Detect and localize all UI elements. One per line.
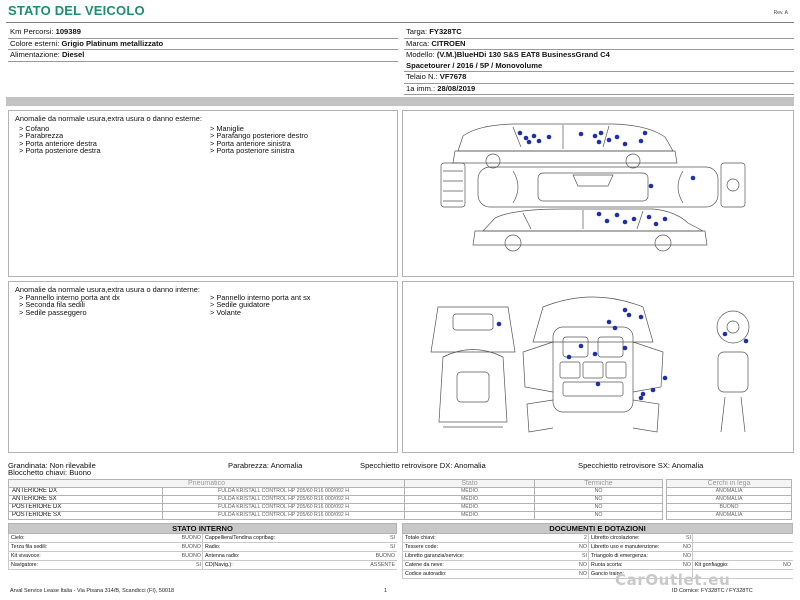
damage-marker: [723, 332, 728, 337]
km-row: Km Percorsi: 109389: [8, 27, 398, 39]
table-row: ANTERIORE DX FULDA KRISTALL CONTROL HP 205/60 R16 000/092 H MEDIO NO: [9, 488, 663, 496]
kv-label: Cappelliera/Tendina copribag:: [205, 535, 276, 541]
external-diagram-panel: [402, 110, 794, 277]
kv-cell: [202, 534, 397, 543]
list-item: > Porta anteriore sinistra: [210, 140, 308, 147]
kv-label: Cielo:: [11, 535, 25, 541]
kv-label: Gancio traino:: [591, 571, 624, 577]
blocchetto-text: Blocchetto chiavi: Buono: [8, 468, 92, 477]
internal-diagram-panel: [402, 281, 794, 453]
fuel-row: Alimentazione: Diesel: [8, 50, 398, 62]
damage-marker: [607, 320, 612, 325]
kv-cell: [8, 543, 203, 552]
section-separator-bar: [6, 97, 794, 106]
table-row: BUONO: [667, 504, 792, 512]
kv-label: Totale chiavi:: [405, 535, 436, 541]
list-item: > Pannello interno porta ant sx: [210, 294, 310, 301]
kv-label: Libretto uso e manutenzione:: [591, 544, 660, 550]
damage-marker: [623, 220, 628, 225]
list-item: > Parafango posteriore destro: [210, 132, 308, 139]
tyres-table: [8, 479, 663, 520]
damage-marker: [641, 392, 646, 397]
external-damage-title: Anomalie da normale usura,extra usura o danno esterne:: [15, 114, 202, 123]
list-item: > Porta anteriore destra: [19, 140, 101, 147]
brand-row: Marca: CITROEN: [404, 39, 794, 51]
kv-cell: [588, 561, 693, 570]
tyres-header-termiche: Termiche: [535, 480, 663, 488]
kv-value: SI: [685, 535, 691, 541]
list-item: > Cofano: [19, 125, 101, 132]
kv-label: Antenna radio:: [205, 553, 240, 559]
kv-cell: [8, 552, 203, 561]
damage-marker: [623, 142, 628, 147]
damage-marker: [663, 217, 668, 222]
damage-marker: [744, 339, 749, 344]
damage-marker: [532, 134, 537, 139]
kv-value: NO: [579, 571, 587, 577]
kv-value: NO: [683, 544, 691, 550]
vehicle-info-left: [8, 27, 398, 62]
kv-cell: [202, 543, 397, 552]
damage-marker: [605, 219, 610, 224]
damage-marker: [623, 308, 628, 313]
kv-label: Kit gonfiaggio:: [695, 562, 729, 568]
reg-date-row: 1a imm.: 28/08/2019: [404, 84, 794, 96]
list-item: > Porta posteriore destra: [19, 147, 101, 154]
model-value-cont: Spacetourer / 2016 / 5P / Monovolume: [406, 60, 543, 70]
list-item: > Pannello interno porta ant dx: [19, 294, 120, 301]
damage-marker: [627, 313, 632, 318]
footer-address: Arval Service Lease Italia - Via Pisana 314/B, Scandicci (FI), 50018: [10, 588, 175, 594]
kv-label: Radio:: [205, 544, 221, 550]
kv-value: NO: [579, 562, 587, 568]
model-row: Modello: (V.M.)BlueHDi 130 S&S EAT8 BusinessGrand C4: [406, 50, 610, 59]
kv-value: BUONO: [181, 544, 201, 550]
kv-label: Ruota scorta:: [591, 562, 623, 568]
kv-value: BUONO: [375, 553, 395, 559]
kv-cell: [402, 561, 589, 570]
footer-id: ID Cornice: FY328TC / FY328TC: [672, 588, 753, 594]
kv-label: Navigatore:: [11, 562, 39, 568]
kv-label: CD(Navig.):: [205, 562, 233, 568]
internal-damage-panel: [8, 281, 398, 453]
damage-marker: [663, 376, 668, 381]
damage-marker: [639, 139, 644, 144]
list-item: > Sedile passeggero: [19, 309, 120, 316]
kv-value: SI: [581, 553, 587, 559]
stato-interno-title: STATO INTERNO: [8, 523, 397, 534]
page-title: STATO DEL VEICOLO: [8, 3, 145, 18]
model-row-cont: [404, 61, 794, 73]
damage-marker: [599, 131, 604, 136]
damage-marker: [579, 132, 584, 137]
kv-cell: [588, 543, 693, 552]
table-row: POSTERIORE DX FULDA KRISTALL CONTROL HP 205/60 R16 000/092 H MEDIO NO: [9, 504, 663, 512]
documenti-title: DOCUMENTI E DOTAZIONI: [402, 523, 793, 534]
damage-marker: [691, 176, 696, 181]
list-item: > Volante: [210, 309, 310, 316]
kv-cell: [692, 561, 793, 570]
damage-marker: [615, 213, 620, 218]
damage-marker: [527, 140, 532, 145]
damage-marker: [651, 388, 656, 393]
kv-cell: [692, 534, 793, 543]
internal-damage-list-1: [19, 294, 120, 316]
brand-value: CITROEN: [431, 38, 466, 48]
car-exterior-diagram: [403, 111, 793, 276]
title-rule: [6, 22, 794, 23]
watermark: CarOutlet.eu: [615, 571, 731, 589]
kv-cell: [202, 561, 397, 570]
damage-marker: [593, 352, 598, 357]
specchietto-sx-text: Specchietto retrovisore SX: Anomalia: [578, 461, 704, 470]
table-row: ANOMALIA: [667, 488, 792, 496]
kv-value: ASSENTE: [370, 562, 395, 568]
damage-marker: [607, 138, 612, 143]
damage-marker: [632, 217, 637, 222]
table-row: ANTERIORE SX FULDA KRISTALL CONTROL HP 205/60 R16 000/092 H MEDIO NO: [9, 496, 663, 504]
vehicle-info-right: [404, 27, 794, 95]
kv-label: Triangolo di emergenza:: [591, 553, 648, 559]
damage-marker: [649, 184, 654, 189]
kv-label: Libretto garanzia/service:: [405, 553, 465, 559]
external-damage-list-1: [19, 125, 101, 154]
rims-table: [666, 479, 792, 520]
kv-value: SI: [389, 535, 395, 541]
list-item: > Parabrezza: [19, 132, 101, 139]
kv-label: Catene da neve:: [405, 562, 444, 568]
kv-cell: [8, 534, 203, 543]
damage-marker: [579, 344, 584, 349]
list-item: > Sedile guidatore: [210, 301, 310, 308]
kv-cell: [588, 552, 693, 561]
damage-marker: [613, 326, 618, 331]
table-row: ANOMALIA: [667, 496, 792, 504]
kv-label: Codice autoradio:: [405, 571, 447, 577]
damage-marker: [654, 222, 659, 227]
rims-header: Cerchi in lega: [667, 480, 792, 488]
kv-value: NO: [683, 562, 691, 568]
kv-value: BUONO: [181, 553, 201, 559]
kv-value: 2: [584, 535, 587, 541]
damage-marker: [567, 355, 572, 360]
kv-cell: [402, 552, 589, 561]
damage-marker: [497, 322, 502, 327]
kv-value: BUONO: [181, 535, 201, 541]
kv-value: SI: [195, 562, 201, 568]
external-damage-panel: [8, 110, 398, 277]
damage-marker: [639, 396, 644, 401]
kv-label: Libretto circolazione:: [591, 535, 640, 541]
kv-cell: [402, 534, 589, 543]
damage-marker: [639, 315, 644, 320]
kv-label: Tessere code:: [405, 544, 438, 550]
footer-page-number: 1: [384, 588, 388, 594]
list-item: > Maniglie: [210, 125, 308, 132]
damage-marker: [615, 135, 620, 140]
internal-damage-list-2: [210, 294, 310, 316]
kv-label: Terza fila sedili:: [11, 544, 48, 550]
revision-label: Rev. A: [773, 10, 788, 16]
damage-marker: [647, 215, 652, 220]
grandinata-text: Grandinata: Non rilevabile: [8, 461, 96, 470]
plate-row: Targa: FY328TC: [404, 27, 794, 39]
damage-marker: [597, 212, 602, 217]
kv-label: Kit vivavoce:: [11, 553, 41, 559]
kv-cell: [402, 543, 589, 552]
kv-cell: [8, 561, 203, 570]
kv-value: NO: [783, 562, 791, 568]
kv-value: NO: [579, 544, 587, 550]
external-damage-list-2: [210, 125, 308, 154]
color-value: Grigio Platinum metallizzato: [61, 38, 164, 48]
tyres-header-stato: Stato: [405, 480, 535, 488]
vin-value: VF7678: [439, 72, 467, 81]
table-row: POSTERIORE SX FULDA KRISTALL CONTROL HP 205/60 R16 000/092 H MEDIO NO: [9, 512, 663, 520]
fuel-value: Diesel: [61, 50, 85, 59]
kv-cell: [692, 543, 793, 552]
specchietto-dx-text: Specchietto retrovisore DX: Anomalia: [360, 461, 486, 470]
model-value: (V.M.)BlueHDi 130 S&S EAT8 BusinessGrand C4: [436, 50, 610, 59]
table-row: ANOMALIA: [667, 512, 792, 520]
color-row: Colore esterni: Grigio Platinum metallizzato: [8, 39, 398, 51]
reg-date-value: 28/08/2019: [437, 83, 476, 93]
kv-cell: [588, 534, 693, 543]
list-item: > Seconda fila sedili: [19, 301, 120, 308]
damage-marker: [537, 139, 542, 144]
kv-value: NO: [683, 553, 691, 559]
damage-marker: [518, 131, 523, 136]
damage-marker: [643, 131, 648, 136]
damage-marker: [596, 382, 601, 387]
car-interior-diagram: [403, 282, 793, 452]
parabrezza-text: Parabrezza: Anomalia: [228, 461, 303, 470]
damage-marker: [593, 134, 598, 139]
plate-value: FY328TC: [429, 27, 462, 36]
damage-marker: [547, 135, 552, 140]
km-value: 109389: [55, 27, 81, 36]
tyres-header-pneumatico: Pneumatico: [9, 480, 405, 488]
list-item: > Porta posteriore sinistra: [210, 147, 308, 154]
damage-marker: [524, 136, 529, 141]
internal-damage-title: Anomalie da normale usura,extra usura o danno interne:: [15, 285, 200, 294]
kv-value: SI: [389, 544, 395, 550]
kv-cell: [402, 570, 589, 579]
kv-cell: [202, 552, 397, 561]
vin-row: Telaio N.: VF7678: [404, 72, 794, 84]
damage-marker: [597, 140, 602, 145]
damage-marker: [623, 346, 628, 351]
kv-cell: [692, 552, 793, 561]
